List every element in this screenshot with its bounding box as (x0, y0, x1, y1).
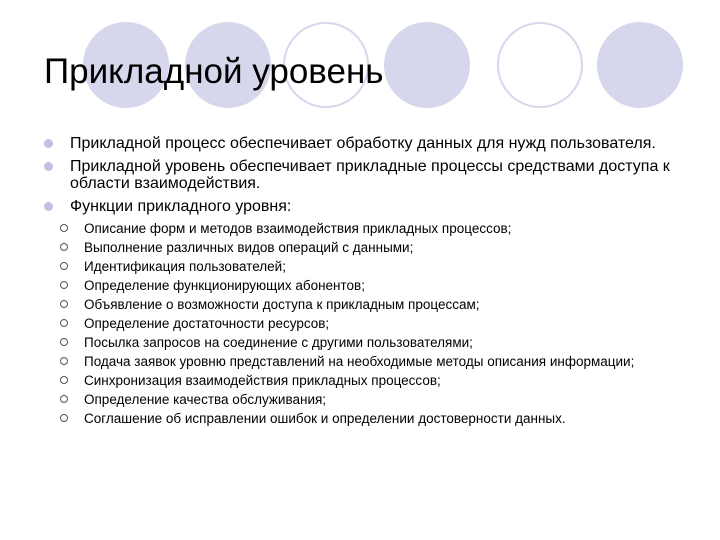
ring-bullet-icon (60, 414, 68, 422)
ring-bullet-icon (60, 262, 68, 270)
sub-bullet-item (58, 221, 694, 236)
bullet-text: Прикладной уровень обеспечивает прикладные процессы средствами доступа к области взаимодействия. (70, 158, 670, 192)
sub-bullet-text: Посылка запросов на соединение с другими пользователями; (84, 335, 473, 350)
ring-bullet-icon (60, 319, 68, 327)
ring-bullet-icon (60, 357, 68, 365)
sub-bullet-item (58, 392, 694, 407)
sub-bullet-item (58, 411, 694, 426)
ring-bullet-icon (60, 338, 68, 346)
bullet-dot-icon (44, 162, 53, 171)
bullet-item (44, 135, 694, 152)
ring-bullet-icon (60, 243, 68, 251)
bullet-text: Прикладной процесс обеспечивает обработку данных для нужд пользователя. (70, 135, 656, 152)
ring-bullet-icon (60, 395, 68, 403)
sub-bullet-item (58, 297, 694, 312)
decorative-circle (384, 22, 470, 108)
sub-bullet-text: Описание форм и методов взаимодействия прикладных процессов; (84, 221, 512, 236)
sub-bullet-text: Синхронизация взаимодействия прикладных процессов; (84, 373, 441, 388)
ring-bullet-icon (60, 376, 68, 384)
slide-title: Прикладной уровень (44, 52, 384, 91)
sub-bullet-item (58, 259, 694, 274)
slide-content (44, 135, 694, 432)
decorative-circle (497, 22, 583, 108)
sub-bullet-text: Определение достаточности ресурсов; (84, 316, 330, 331)
sub-bullet-text: Идентификация пользователей; (84, 259, 286, 274)
sub-bullet-item (58, 373, 694, 388)
sub-bullet-text: Определение качества обслуживания; (84, 392, 327, 407)
functions-list (58, 221, 694, 426)
bullet-list (44, 135, 694, 426)
bullet-item (44, 198, 694, 426)
ring-bullet-icon (60, 224, 68, 232)
sub-bullet-text: Объявление о возможности доступа к прикладным процессам; (84, 297, 480, 312)
sub-bullet-item (58, 240, 694, 255)
sub-bullet-item (58, 354, 694, 369)
sub-bullet-text: Подача заявок уровню представлений на необходимые методы описания информации; (84, 354, 635, 369)
decorative-circle (597, 22, 683, 108)
ring-bullet-icon (60, 281, 68, 289)
sub-bullet-item (58, 335, 694, 350)
bullet-dot-icon (44, 202, 53, 211)
sub-bullet-text: Выполнение различных видов операций с данными; (84, 240, 414, 255)
sub-bullet-text: Определение функционирующих абонентов; (84, 278, 365, 293)
sub-bullet-text: Соглашение об исправлении ошибок и определении достоверности данных. (84, 411, 566, 426)
sub-bullet-item (58, 316, 694, 331)
bullet-dot-icon (44, 139, 53, 148)
sub-bullet-item (58, 278, 694, 293)
bullet-text: Функции прикладного уровня: (70, 198, 292, 215)
ring-bullet-icon (60, 300, 68, 308)
bullet-item (44, 158, 694, 192)
